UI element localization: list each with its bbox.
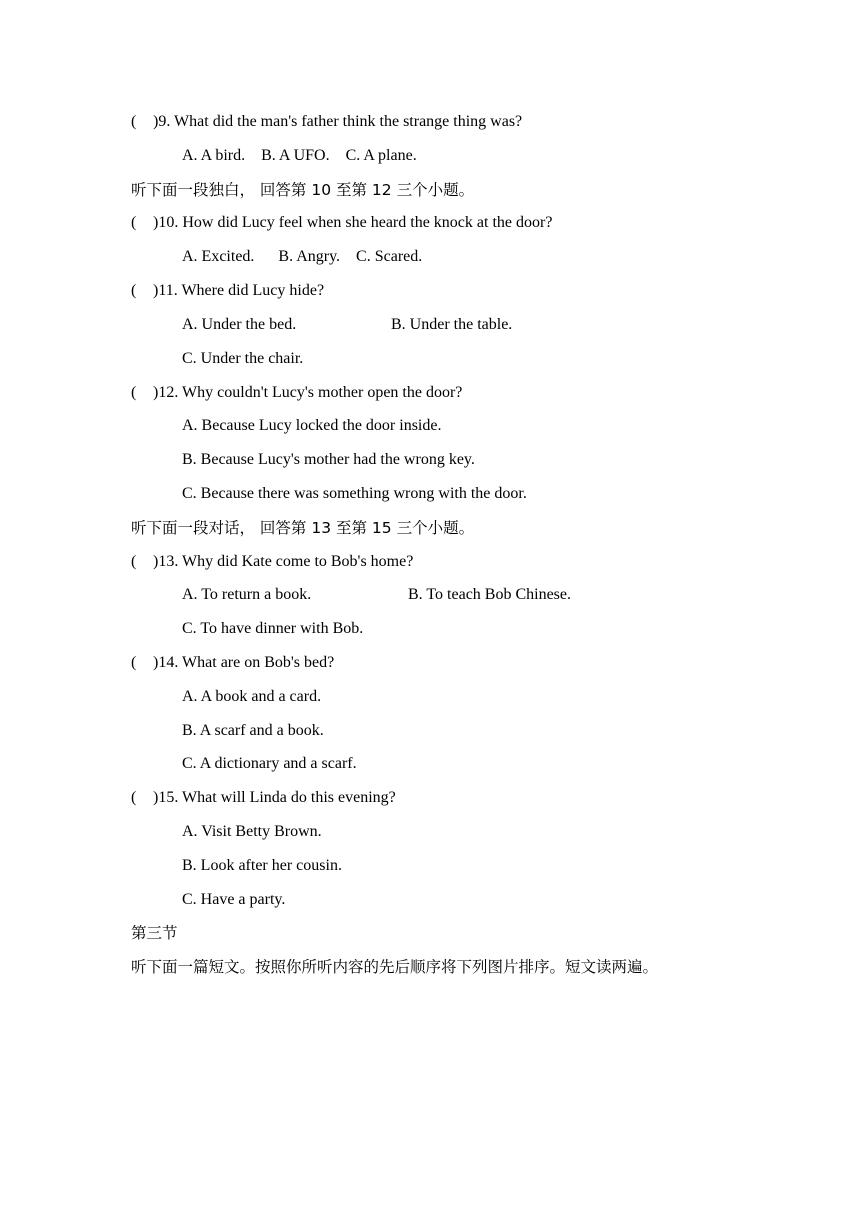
option-a: A. Because Lucy locked the door inside. [182, 417, 442, 434]
option-c: C. To have dinner with Bob. [182, 620, 364, 637]
option-c: C. Because there was something wrong with the door. [182, 485, 527, 502]
question-text: )11. Where did Lucy hide? [153, 282, 325, 299]
option-b: B. To teach Bob Chinese. [408, 586, 572, 603]
question-13 [131, 552, 413, 572]
question-14 [131, 653, 334, 673]
option-b: B. Under the table. [391, 316, 513, 333]
question-text: )12. Why couldn't Lucy's mother open the door? [153, 384, 463, 401]
question-11-options-row [182, 315, 682, 335]
question-11 [131, 281, 324, 301]
answer-bracket: ( [131, 654, 137, 671]
answer-bracket: ( [131, 113, 137, 130]
question-text: )9. What did the man's father think the strange thing was? [153, 113, 523, 130]
option-c: C. Have a party. [182, 891, 286, 908]
option-c: C. Under the chair. [182, 350, 304, 367]
question-10 [131, 213, 552, 233]
answer-bracket: ( [131, 553, 137, 570]
question-10-options: A. Excited. B. Angry. C. Scared. [182, 248, 423, 265]
question-9-options: A. A bird. B. A UFO. C. A plane. [182, 147, 417, 164]
option-a: A. Visit Betty Brown. [182, 823, 322, 840]
option-c: C. A dictionary and a scarf. [182, 755, 357, 772]
option-b: B. Look after her cousin. [182, 857, 342, 874]
question-15 [131, 788, 396, 808]
section-instruction-dialogue: 听下面一段对话， 回答第 13 至第 15 三个小题。 [131, 519, 475, 537]
option-a: A. A book and a card. [182, 688, 322, 705]
answer-bracket: ( [131, 214, 137, 231]
question-12 [131, 383, 462, 403]
question-text: )10. How did Lucy feel when she heard the knock at the door? [153, 214, 553, 231]
question-text: )13. Why did Kate come to Bob's home? [153, 553, 414, 570]
question-text: )15. What will Linda do this evening? [153, 789, 396, 806]
option-a: A. To return a book. [182, 586, 312, 603]
section-three-title: 第三节 [131, 924, 178, 942]
answer-bracket: ( [131, 384, 137, 401]
answer-bracket: ( [131, 789, 137, 806]
question-9 [131, 112, 522, 132]
question-text: )14. What are on Bob's bed? [153, 654, 335, 671]
option-b: B. Because Lucy's mother had the wrong key. [182, 451, 475, 468]
option-b: B. A scarf and a book. [182, 722, 324, 739]
option-a: A. Under the bed. [182, 316, 297, 333]
answer-bracket: ( [131, 282, 137, 299]
question-13-options-row [182, 585, 682, 605]
section-three-instruction: 听下面一篇短文。按照你所听内容的先后顺序将下列图片排序。短文读两遍。 [131, 958, 659, 976]
section-instruction-monologue: 听下面一段独白， 回答第 10 至第 12 三个小题。 [131, 181, 475, 199]
